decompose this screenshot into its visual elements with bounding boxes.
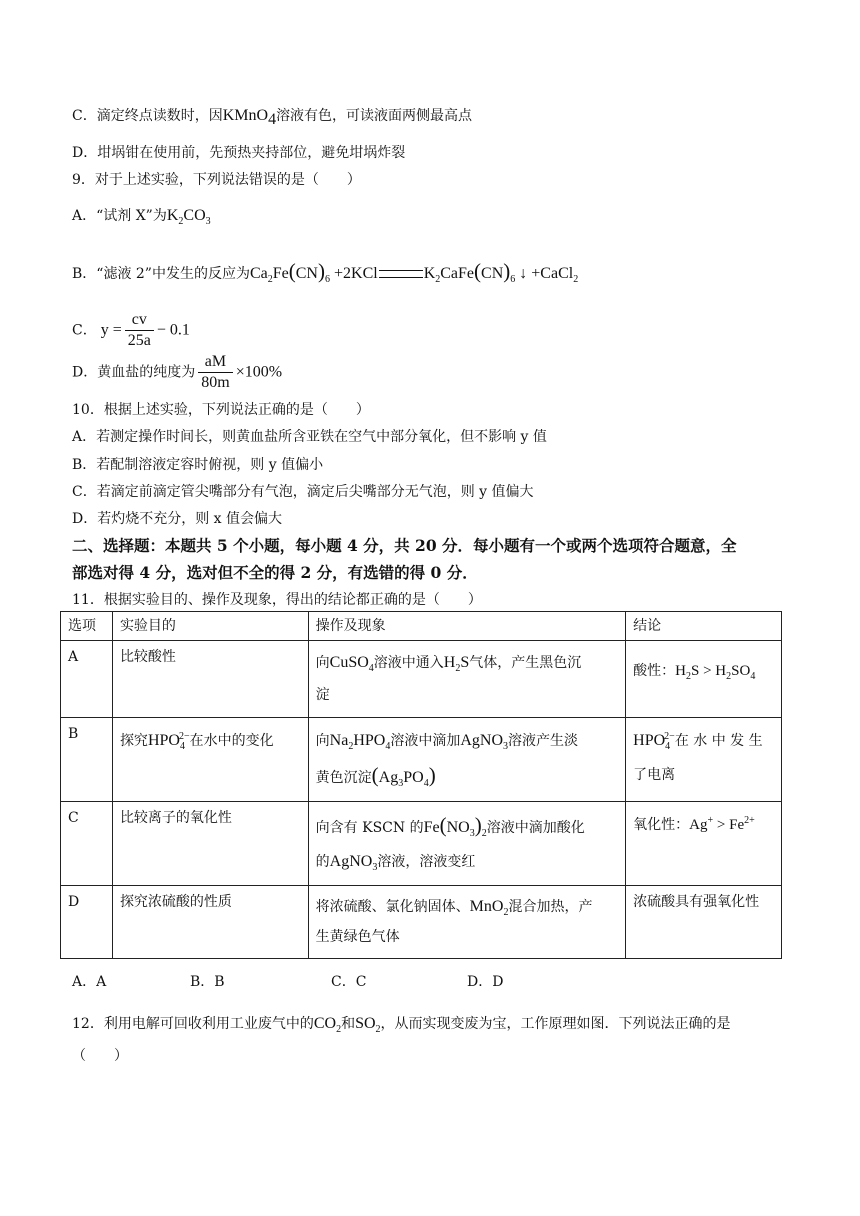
q10-option-c: C．若滴定前滴定管尖嘴部分有气泡，滴定后尖嘴部分无气泡，则 y 值偏大 [72, 484, 534, 500]
equals-arrow [379, 270, 423, 278]
fraction-am-80m: $\frac{aM}{80m}$ [198, 352, 232, 393]
row-a-operation: 向CuSO$_4$溶液中通入$H_2S$气体，产生黑色沉 淀 [308, 641, 625, 718]
fraction-cv-25a: $\frac{cv}{25a}$ [125, 310, 154, 351]
q9-option-c: C． y = $\frac{cv}{25a}$ − 0.1 [72, 311, 190, 349]
row-c-option: C [61, 802, 113, 886]
q9-option-b: B．“滤液 2”中发生的反应为$Ca_2Fe(CN)_6 +2KCl$ $K_2CaFe(CN)_6$ ↓ +CaCl$_2$ [72, 259, 579, 286]
row-c-operation: 向含有 KSCN 的$Fe(NO_3)_2$溶液中滴加酸化 的AgNO$_3$溶液，溶液变红 [308, 802, 625, 886]
table-header-row [61, 612, 782, 641]
row-c-conclusion: 氧化性：$Ag^+ > Fe^{2+}$ [626, 802, 782, 886]
header-operation: 操作及现象 [308, 612, 625, 641]
header-purpose: 实验目的 [112, 612, 308, 641]
q10-stem: 10．根据上述实验，下列说法正确的是（ ） [72, 402, 370, 418]
row-b-conclusion: $HPO_4^{2-}$在 水 中 发 生 了电离 [626, 718, 782, 802]
q10-option-a: A．若测定操作时间长，则黄血盐所含亚铁在空气中部分氧化，但不影响 y 值 [72, 429, 547, 445]
header-conclusion: 结论 [626, 612, 782, 641]
section2-heading-line2: 部选对得 4 分，选对但不全的得 2 分，有选错的得 0 分． [72, 563, 478, 582]
q10-option-b: B．若配制溶液定容时俯视，则 y 值偏小 [72, 457, 324, 473]
q11-options [72, 972, 503, 992]
row-d-purpose: 探究浓硫酸的性质 [112, 886, 308, 959]
q8-option-c: C．滴定终点读数时，因KMnO$_4$溶液有色，可读液面两侧最高点 [72, 107, 473, 128]
row-b-operation: 向$Na_2HPO_4$溶液中滴加AgNO$_3$溶液产生淡 黄色沉淀$(Ag_3PO_4)$ [308, 718, 625, 802]
table-row [61, 802, 782, 886]
q11-option-a: A．A [72, 974, 107, 990]
row-b-purpose: 探究$HPO_4^{2-}$在水中的变化 [112, 718, 308, 802]
row-a-purpose: 比较酸性 [112, 641, 308, 718]
row-b-option: B [61, 718, 113, 802]
table-row [61, 641, 782, 718]
q11-option-b: B．B [190, 974, 225, 990]
row-d-option: D [61, 886, 113, 959]
row-a-conclusion: 酸性：$H_2S > H_2SO_4$ [626, 641, 782, 718]
row-a-option: A [61, 641, 113, 718]
row-c-purpose: 比较离子的氧化性 [112, 802, 308, 886]
q11-stem: 11．根据实验目的、操作及现象，得出的结论都正确的是（ ） [72, 592, 482, 608]
q9-stem: 9．对于上述实验，下列说法错误的是（ ） [72, 172, 361, 188]
q8-option-d: D．坩埚钳在使用前，先预热夹持部位，避免坩埚炸裂 [72, 145, 406, 161]
q11-option-c: C．C [331, 974, 367, 990]
q10-option-d: D．若灼烧不充分，则 x 值会偏大 [72, 511, 283, 527]
row-d-operation: 将浓硫酸、氯化钠固体、MnO$_2$混合加热，产 生黄绿色气体 [308, 886, 625, 959]
section2-heading-line1: 二、选择题：本题共 5 个小题，每小题 4 分，共 20 分．每小题有一个或两个选项符合题意，全 [72, 536, 737, 555]
q9-option-d: D．黄血盐的纯度为 $\frac{aM}{80m}$ ×100% [72, 353, 283, 391]
table-row [61, 886, 782, 959]
q12-stem: 12．利用电解可回收利用工业废气中的$CO_2$和$SO_2$，从而实现变废为宝，工作原理如图．下列说法正确的是 [72, 1015, 731, 1036]
row-d-conclusion: 浓硫酸具有强氧化性 [626, 886, 782, 959]
table-row [61, 718, 782, 802]
q11-table [60, 611, 782, 959]
q11-option-d: D．D [467, 974, 504, 990]
header-option: 选项 [61, 612, 113, 641]
q9-option-a: A．“试剂 X”为$K_2CO_3$ [72, 207, 211, 228]
q12-answer-paren: （ ） [72, 1048, 128, 1064]
